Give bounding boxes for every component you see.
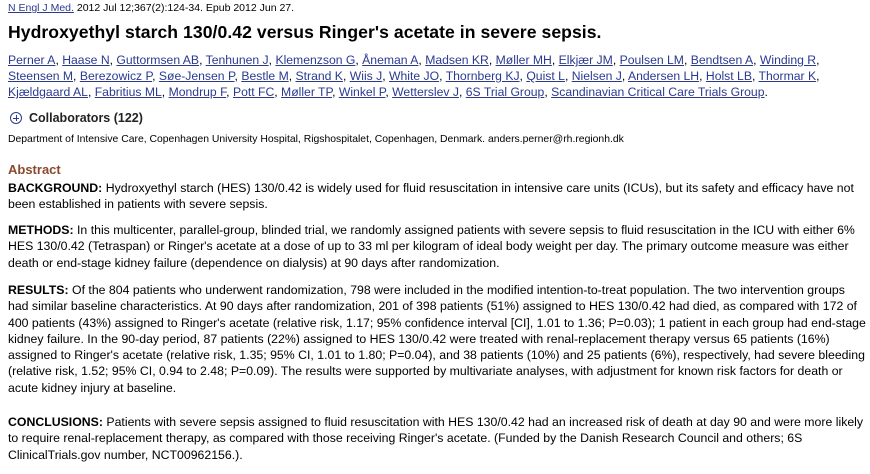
author-link[interactable]: White JO <box>389 69 440 83</box>
author-link[interactable]: Holst LB <box>705 69 752 83</box>
author-link[interactable]: Winding R <box>759 53 817 67</box>
collaborators-toggle[interactable] <box>8 109 143 127</box>
author-separator: , <box>551 53 559 67</box>
author-separator: , <box>152 69 159 83</box>
methods-label: METHODS: <box>8 223 74 237</box>
author-separator: , <box>488 53 496 67</box>
author-separator: , <box>439 69 446 83</box>
author-separator: , <box>621 69 628 83</box>
author-link[interactable]: Bestle M <box>241 69 289 83</box>
affiliation: Department of Intensive Care, Copenhagen University Hospital, Rigshospitalet, Copenhagen, Denmark. anders.perner@rh.regionh.dk <box>8 134 624 145</box>
author-link[interactable]: Berezowicz P <box>79 69 153 83</box>
author-link[interactable]: Thormar K <box>758 69 817 83</box>
author-link[interactable]: Madsen KR <box>425 53 489 67</box>
author-separator: , <box>234 69 242 83</box>
author-separator: , <box>519 69 527 83</box>
collaborators-label[interactable]: Collaborators (122) <box>29 111 143 125</box>
conclusions-label: CONCLUSIONS: <box>8 415 103 429</box>
author-separator: , <box>753 53 760 67</box>
author-link[interactable]: Mondrup F <box>168 85 227 99</box>
author-separator: , <box>268 53 276 67</box>
author-link[interactable]: Quist L <box>526 69 565 83</box>
results-text: Of the 804 patients who underwent randomization, 798 were included in the modified intention-to-treat population. The two intervention groups had similar baseline characteristics. At 90 days after randomization, 201 of 398 patients (51%) assigned to HES 130/0.42 had died, as compared with 172 of 400 patients (43%) assigned to Ringer's acetate (relative risk, 1.17; 95% confidence interval [CI], 1.01 to 1.36; P=0.03); 1 patient in each group had end-stage kidney failure. In the 90-day period, 87 patients (22%) assigned to HES 130/0.42 were treated with renal-replacement therapy versus 65 patients (16%) assigned to Ringer's acetate (relative risk, 1.35; 95% CI, 1.01 to 1.80; P=0.04), and 38 patients (10%) and 25 patients (6%), respectively, had severe bleeding (relative risk, 1.52; 95% CI, 0.94 to 2.48; P=0.09). The results were supported by multivariate analyses, with adjustment for known risk factors for death or acute kidney injury at baseline. <box>8 283 866 395</box>
author-separator: , <box>816 53 820 67</box>
author-separator: , <box>385 85 393 99</box>
author-list <box>8 52 868 100</box>
abstract-background <box>8 180 868 213</box>
author-separator: , <box>199 53 206 67</box>
author-link[interactable]: Nielsen J <box>571 69 622 83</box>
author-link[interactable]: Wiis J <box>349 69 383 83</box>
author-separator: , <box>109 53 117 67</box>
author-link[interactable]: Elkjær JM <box>558 53 613 67</box>
citation-details: 2012 Jul 12;367(2):124-34. Epub 2012 Jun 27. <box>76 2 295 14</box>
author-link[interactable]: Guttormsen AB <box>116 53 200 67</box>
author-link[interactable]: Tenhunen J <box>205 53 269 67</box>
author-separator: , <box>55 53 63 67</box>
plus-circle-icon[interactable] <box>10 112 22 124</box>
author-link[interactable]: Steensen M <box>8 69 74 83</box>
author-separator: , <box>382 69 390 83</box>
author-separator: , <box>544 85 552 99</box>
author-separator: , <box>699 69 706 83</box>
author-separator: , <box>816 69 820 83</box>
author-separator: . <box>764 85 768 99</box>
author-link[interactable]: Søe-Jensen P <box>158 69 235 83</box>
author-separator: , <box>73 69 80 83</box>
author-separator: , <box>418 53 426 67</box>
abstract-heading: Abstract <box>8 162 61 177</box>
author-link[interactable]: Wetterslev J <box>392 85 459 99</box>
author-link[interactable]: Perner A <box>8 53 56 67</box>
author-link[interactable]: Poulsen LM <box>619 53 684 67</box>
author-separator: , <box>161 85 169 99</box>
author-link[interactable]: Winkel P <box>338 85 386 99</box>
author-link[interactable]: Klemenzson G <box>275 53 356 67</box>
abstract-results <box>8 282 868 396</box>
author-separator: , <box>564 69 572 83</box>
methods-text: In this multicenter, parallel-group, blinded trial, we randomly assigned patients with severe sepsis to fluid resuscitation in the ICU with either 6% HES 130/0.42 (Tetraspan) or Ringer's acetate at a dose of up to 33 ml per kilogram of ideal body weight per day. The primary outcome measure was either death or end-stage kidney failure (dependence on dialysis) at 90 days after randomization. <box>8 223 855 270</box>
author-link[interactable]: Møller MH <box>495 53 552 67</box>
author-link[interactable]: Pott FC <box>232 85 275 99</box>
author-separator: , <box>87 85 95 99</box>
author-link[interactable]: Haase N <box>62 53 110 67</box>
abstract-methods <box>8 222 868 271</box>
author-link[interactable]: 6S Trial Group <box>465 85 545 99</box>
author-link[interactable]: Fabritius ML <box>94 85 162 99</box>
author-separator: , <box>683 53 691 67</box>
article-title: Hydroxyethyl starch 130/0.42 versus Ringer's acetate in severe sepsis. <box>8 22 602 42</box>
abstract-conclusions <box>8 414 868 463</box>
author-link[interactable]: Strand K <box>295 69 343 83</box>
author-link[interactable]: Thornberg KJ <box>445 69 520 83</box>
results-label: RESULTS: <box>8 283 69 297</box>
author-link[interactable]: Andersen LH <box>627 69 700 83</box>
conclusions-text: Patients with severe sepsis assigned to fluid resuscitation with HES 130/0.42 had an increased risk of death at day 90 and were more likely to require renal-replacement therapy, as compared with those receiving Ringer's acetate. (Funded by the Danish Research Council and others; 6S ClinicalTrials.gov number, NCT00962156.). <box>8 415 864 462</box>
author-separator: , <box>226 85 233 99</box>
journal-link[interactable]: N Engl J Med. <box>8 2 74 14</box>
author-separator: , <box>751 69 759 83</box>
author-link[interactable]: Scandinavian Critical Care Trials Group <box>551 85 765 99</box>
author-link[interactable]: Kjældgaard AL <box>8 85 88 99</box>
author-separator: , <box>355 53 363 67</box>
author-link[interactable]: Åneman A <box>362 53 419 67</box>
author-separator: , <box>612 53 620 67</box>
background-label: BACKGROUND: <box>8 181 103 195</box>
author-separator: , <box>342 69 350 83</box>
author-separator: , <box>274 85 282 99</box>
author-separator: , <box>332 85 339 99</box>
author-separator: , <box>458 85 466 99</box>
background-text: Hydroxyethyl starch (HES) 130/0.42 is widely used for fluid resuscitation in intensive care units (ICUs), but its safety and efficacy have not been established in patients with severe sepsis. <box>8 181 854 212</box>
author-link[interactable]: Møller TP <box>281 85 333 99</box>
citation-line <box>8 2 294 15</box>
author-link[interactable]: Bendtsen A <box>690 53 754 67</box>
author-separator: , <box>288 69 296 83</box>
